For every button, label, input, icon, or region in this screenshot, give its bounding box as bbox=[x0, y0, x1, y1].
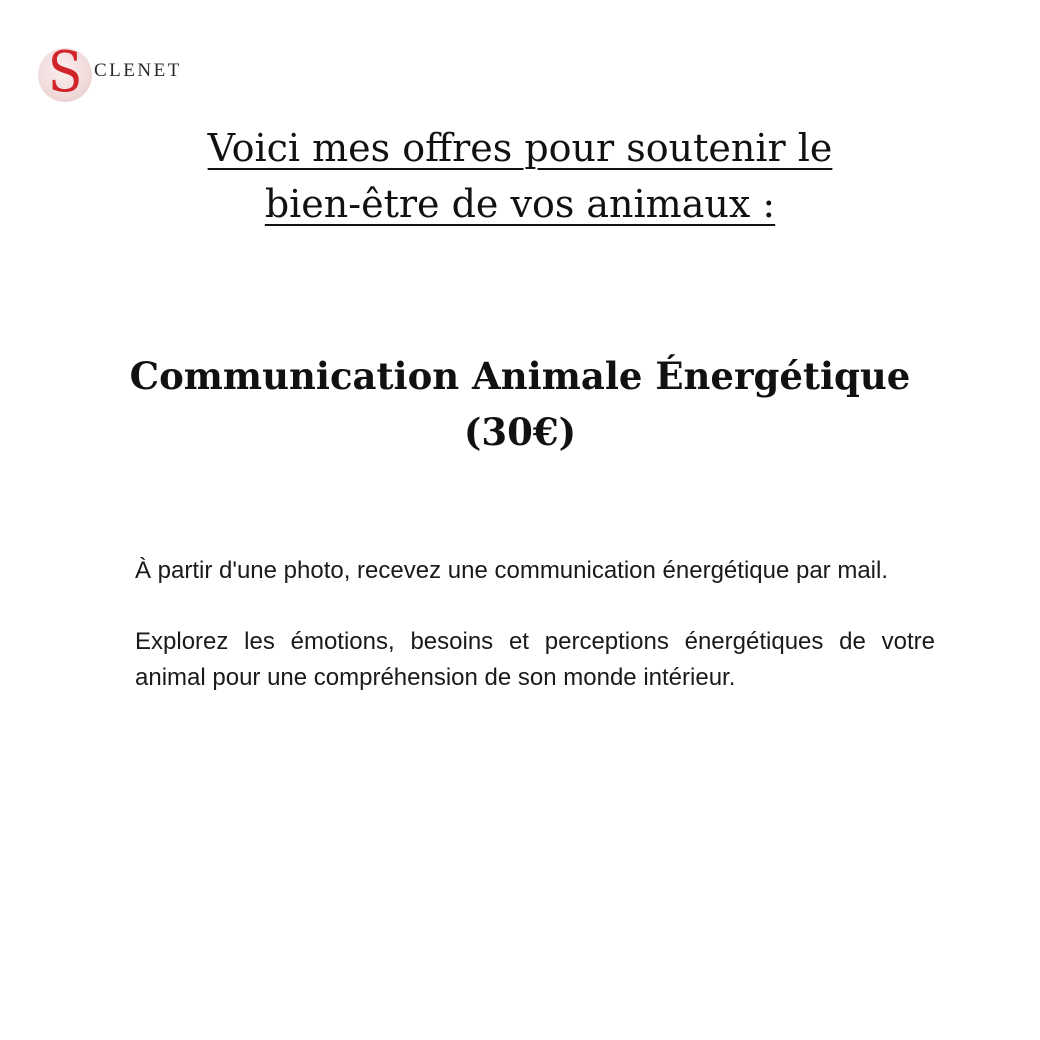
logo-letter: S bbox=[47, 48, 83, 102]
logo-mark bbox=[38, 48, 92, 102]
headline-line-1-text: Voici mes offres pour soutenir le bbox=[207, 126, 833, 170]
offer-heading bbox=[100, 348, 940, 460]
headline-line-1 bbox=[120, 120, 920, 176]
brand-logo bbox=[38, 46, 182, 104]
logo-wordmark: CLENET bbox=[94, 60, 182, 81]
offer-description bbox=[135, 553, 935, 731]
offer-price: (30€) bbox=[463, 410, 577, 454]
page-headline bbox=[120, 120, 920, 232]
description-paragraph-2: Explorez les émotions, besoins et perceptions énergétiques de votre animal pour une compréhension de son monde intérieur. bbox=[135, 628, 935, 691]
offer-title: Communication Animale Énergétique bbox=[129, 354, 911, 398]
description-paragraph-1: À partir d'une photo, recevez une communication énergétique par mail. bbox=[135, 557, 889, 584]
headline-line-2-text: bien-être de vos animaux : bbox=[264, 182, 776, 226]
headline-line-2 bbox=[120, 176, 920, 232]
